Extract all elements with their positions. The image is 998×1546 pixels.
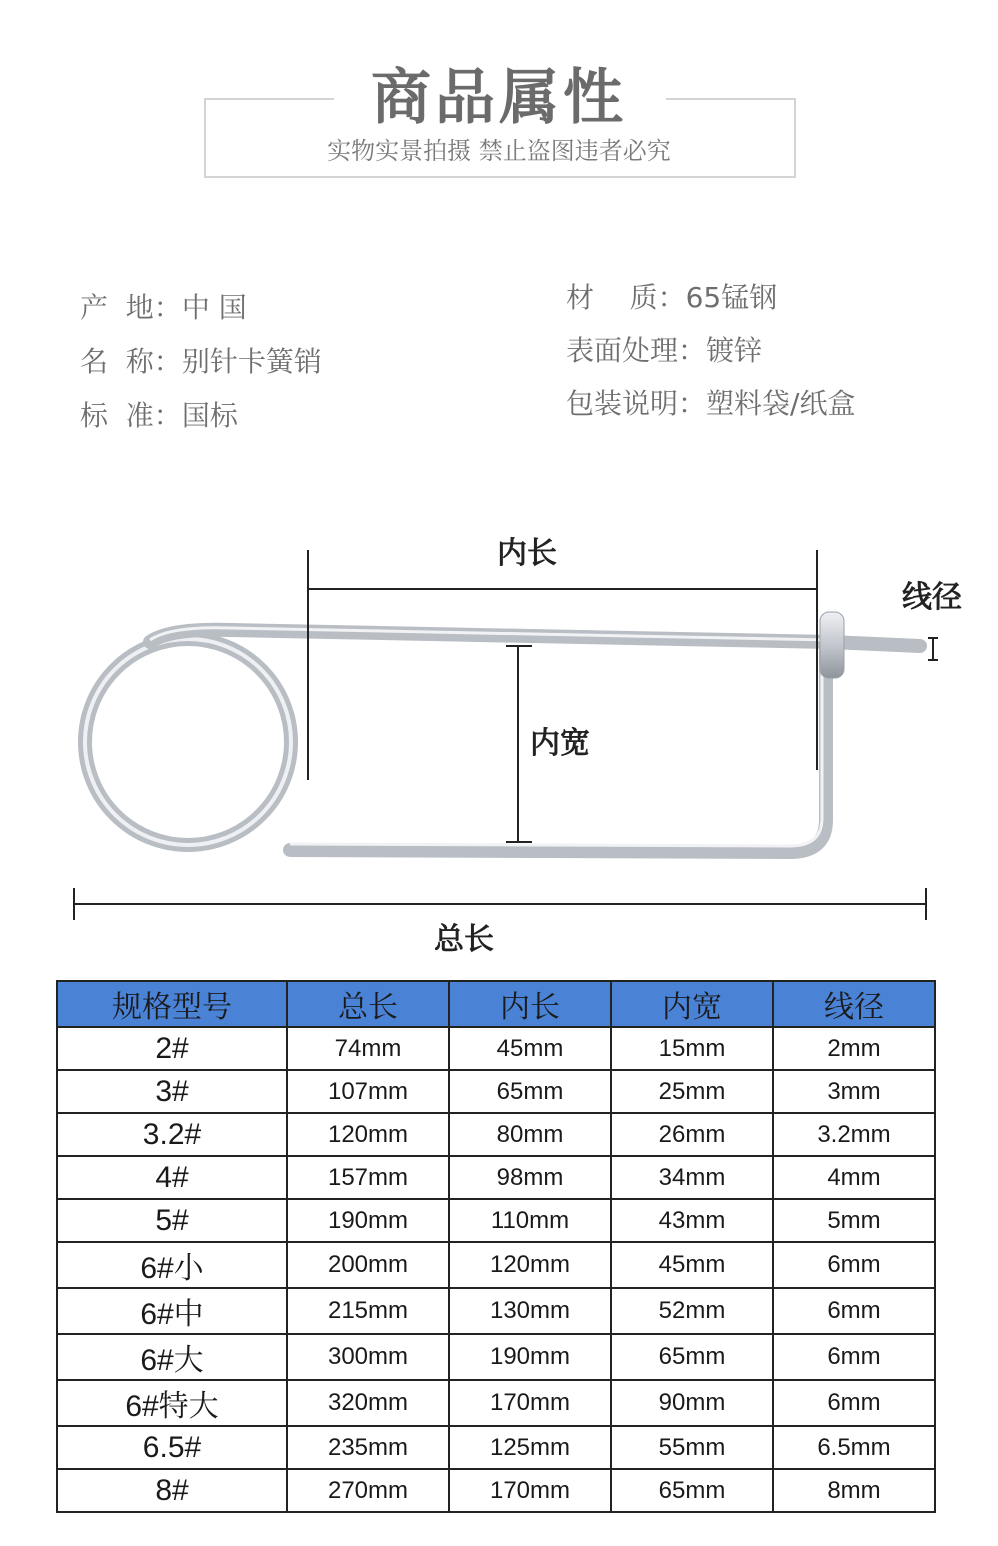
cell-inner-width: 25mm — [611, 1070, 773, 1113]
attr-value: 中 国 — [181, 291, 247, 324]
col-header-model: 规格型号 — [57, 981, 287, 1027]
attr-value: 别针卡簧销 — [181, 345, 322, 378]
attr-label: 包装说明： — [566, 387, 707, 420]
cell-inner-length: 190mm — [449, 1334, 611, 1380]
cell-inner-width: 65mm — [611, 1334, 773, 1380]
page-subtitle: 实物实景拍摄 禁止盗图违者必究 — [327, 137, 671, 165]
page-title: 商品属性 — [371, 63, 627, 133]
cell-inner-length: 170mm — [449, 1380, 611, 1426]
cell-wire-diameter: 6mm — [773, 1380, 935, 1426]
cell-model: 5# — [57, 1199, 287, 1242]
col-header-inner-width: 内宽 — [611, 981, 773, 1027]
cell-inner-width: 34mm — [611, 1156, 773, 1199]
cell-total-length: 120mm — [287, 1113, 449, 1156]
cell-wire-diameter: 3.2mm — [773, 1113, 935, 1156]
cell-inner-length: 120mm — [449, 1242, 611, 1288]
label-inner-width: 内宽 — [530, 726, 590, 761]
attr-surface — [566, 333, 762, 369]
attr-material — [566, 280, 777, 316]
col-header-total-length: 总长 — [287, 981, 449, 1027]
cell-wire-diameter: 6mm — [773, 1288, 935, 1334]
cell-inner-length: 125mm — [449, 1426, 611, 1469]
cell-model: 2# — [57, 1027, 287, 1070]
cell-inner-length: 130mm — [449, 1288, 611, 1334]
attr-value: 塑料袋/纸盒 — [706, 387, 856, 420]
cell-inner-width: 26mm — [611, 1113, 773, 1156]
cell-inner-length: 170mm — [449, 1469, 611, 1512]
cell-total-length: 320mm — [287, 1380, 449, 1426]
cell-inner-width: 15mm — [611, 1027, 773, 1070]
cell-inner-length: 80mm — [449, 1113, 611, 1156]
cell-total-length: 235mm — [287, 1426, 449, 1469]
col-header-inner-length: 内长 — [449, 981, 611, 1027]
cell-inner-width: 65mm — [611, 1469, 773, 1512]
safety-pin-illustration — [0, 520, 998, 970]
cell-total-length: 270mm — [287, 1469, 449, 1512]
cell-inner-width: 45mm — [611, 1242, 773, 1288]
label-wire-diameter: 线径 — [902, 580, 962, 615]
label-inner-length: 内长 — [497, 536, 557, 571]
table-body — [57, 1027, 935, 1512]
attr-packaging — [566, 386, 855, 422]
attr-standard — [80, 398, 238, 434]
cell-inner-width: 43mm — [611, 1199, 773, 1242]
cell-total-length: 215mm — [287, 1288, 449, 1334]
table-header-row — [57, 981, 935, 1027]
attr-label: 材 质： — [566, 281, 686, 314]
spec-table — [56, 980, 936, 1513]
attr-origin — [80, 290, 247, 326]
attr-label: 表面处理： — [566, 334, 707, 367]
col-header-wire-diameter: 线径 — [773, 981, 935, 1027]
coil-highlight — [85, 639, 291, 845]
cell-wire-diameter: 6mm — [773, 1334, 935, 1380]
cell-model: 6.5# — [57, 1426, 287, 1469]
cell-model: 4# — [57, 1156, 287, 1199]
cell-total-length: 200mm — [287, 1242, 449, 1288]
pin-head — [820, 612, 844, 678]
cell-total-length: 107mm — [287, 1070, 449, 1113]
cell-model: 8# — [57, 1469, 287, 1512]
cell-model: 6#小 — [57, 1242, 287, 1288]
cell-wire-diameter: 6.5mm — [773, 1426, 935, 1469]
attr-label: 产 地： — [80, 291, 182, 324]
attr-label: 标 准： — [80, 399, 182, 432]
cell-total-length: 300mm — [287, 1334, 449, 1380]
table-row — [57, 1113, 935, 1156]
cell-model: 6#中 — [57, 1288, 287, 1334]
cell-inner-width: 55mm — [611, 1426, 773, 1469]
cell-wire-diameter: 6mm — [773, 1242, 935, 1288]
cell-wire-diameter: 4mm — [773, 1156, 935, 1199]
cell-wire-diameter: 2mm — [773, 1027, 935, 1070]
attr-value: 镀锌 — [706, 334, 763, 367]
table-row — [57, 1334, 935, 1380]
table-row — [57, 1242, 935, 1288]
cell-model: 3# — [57, 1070, 287, 1113]
cell-total-length: 74mm — [287, 1027, 449, 1070]
cell-inner-width: 52mm — [611, 1288, 773, 1334]
table-row — [57, 1156, 935, 1199]
cell-model: 6#大 — [57, 1334, 287, 1380]
attr-value: 国标 — [181, 399, 238, 432]
cell-inner-width: 90mm — [611, 1380, 773, 1426]
table-row — [57, 1199, 935, 1242]
cell-inner-length: 110mm — [449, 1199, 611, 1242]
cell-total-length: 157mm — [287, 1156, 449, 1199]
table-row — [57, 1426, 935, 1469]
cell-inner-length: 98mm — [449, 1156, 611, 1199]
cell-wire-diameter: 3mm — [773, 1070, 935, 1113]
attr-value: 65锰钢 — [685, 281, 778, 314]
cell-wire-diameter: 5mm — [773, 1199, 935, 1242]
cell-total-length: 190mm — [287, 1199, 449, 1242]
attr-label: 名 称： — [80, 345, 182, 378]
table-row — [57, 1469, 935, 1512]
cell-inner-length: 45mm — [449, 1027, 611, 1070]
cell-wire-diameter: 8mm — [773, 1469, 935, 1512]
table-row — [57, 1070, 935, 1113]
product-diagram — [0, 520, 998, 970]
cell-inner-length: 65mm — [449, 1070, 611, 1113]
table-row — [57, 1380, 935, 1426]
table-row — [57, 1288, 935, 1334]
table-row — [57, 1027, 935, 1070]
attr-name — [80, 344, 322, 380]
cell-model: 3.2# — [57, 1113, 287, 1156]
cell-model: 6#特大 — [57, 1380, 287, 1426]
label-total-length: 总长 — [434, 922, 494, 957]
top-wire — [150, 630, 920, 646]
